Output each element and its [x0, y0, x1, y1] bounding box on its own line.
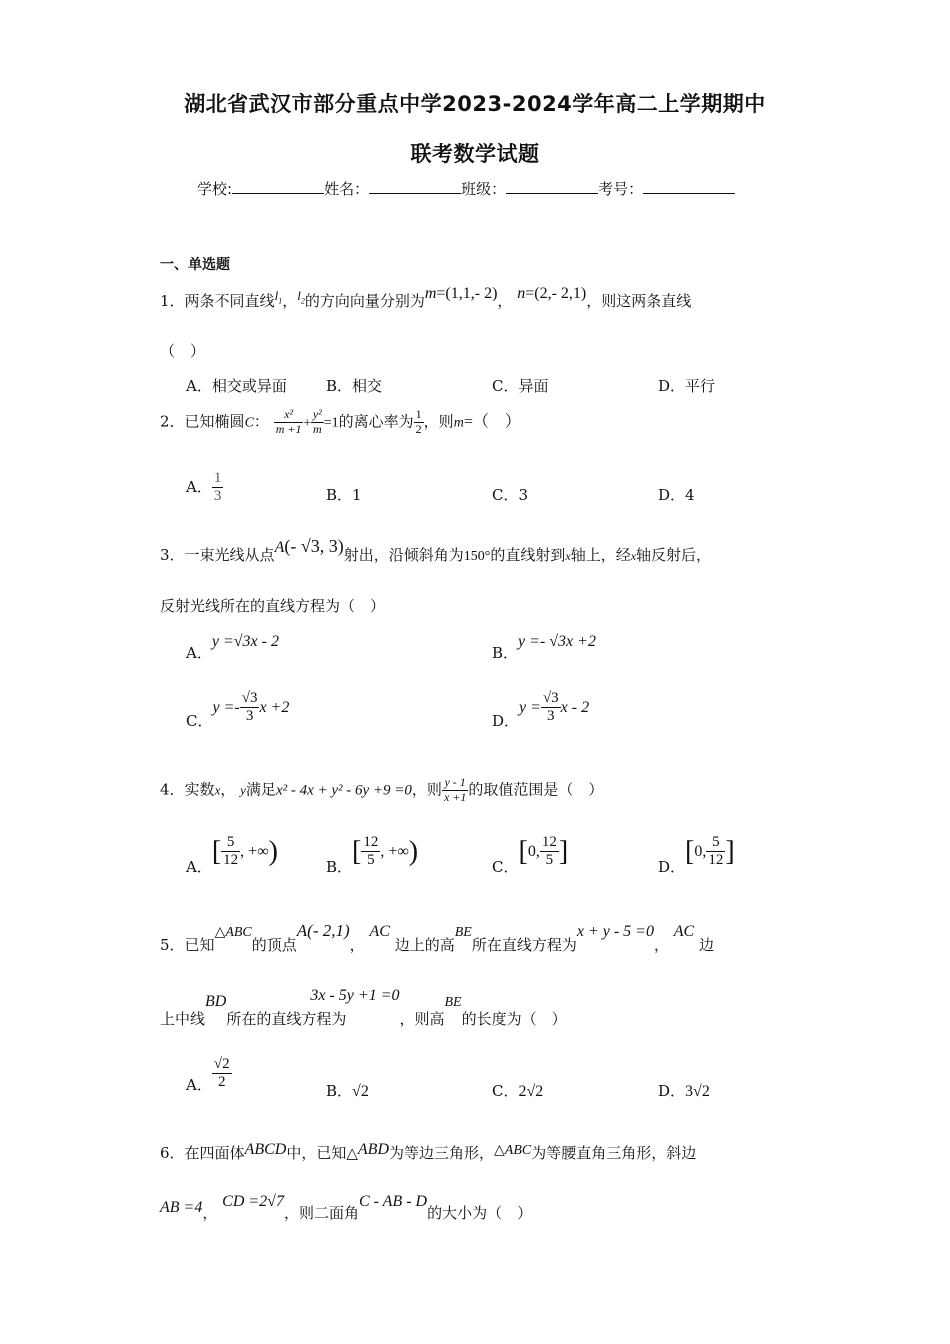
- q5-text-8: ，则高: [399, 1010, 445, 1028]
- q4-option-a[interactable]: A．[ $\frac{5}{12}$ , +∞): [186, 834, 278, 876]
- q4-option-a-label: A．: [186, 857, 212, 876]
- q4-option-a-num: 5: [221, 834, 240, 852]
- q6-number: 6．: [160, 1144, 185, 1162]
- q4-option-d-label: D．: [658, 857, 686, 876]
- q2-option-c[interactable]: C．3: [492, 486, 529, 504]
- q2-frac-x-den: m +1: [275, 421, 302, 436]
- q4-option-d-head: 0,: [694, 842, 707, 860]
- q3-option-d-post: x - 2: [560, 698, 590, 716]
- q6-text: 在四面体: [184, 1144, 245, 1162]
- q5-text-6: 上中线: [160, 1010, 206, 1028]
- q3-option-c-label: C．: [186, 711, 213, 730]
- q3-option-b-label: B．: [492, 644, 519, 662]
- q3-option-c-num: √3: [240, 690, 260, 708]
- q1-l1: l: [274, 288, 279, 303]
- q3-option-a-eq: y =√3x - 2: [211, 633, 279, 650]
- q4-x: x: [214, 782, 221, 798]
- q5-option-a-num: √2: [212, 1056, 232, 1074]
- q6-text-4: 为等腰直角三角形，斜边: [531, 1144, 697, 1162]
- q3-option-c[interactable]: [186, 690, 290, 730]
- q2-colon: ：: [253, 412, 269, 431]
- q3-x-1: x: [565, 549, 571, 563]
- q4-equation: x² - 4x + y² - 6y +9 =0: [275, 782, 412, 799]
- section-heading: 一、单选题: [160, 257, 230, 273]
- q4-option-b-num: 12: [361, 834, 380, 852]
- q6-text-3: 为等边三角形，: [389, 1144, 495, 1162]
- q3-angle: 150°: [463, 549, 491, 564]
- q5-option-a[interactable]: [186, 1056, 232, 1092]
- q6-abcd: ABCD: [244, 1141, 287, 1158]
- q3-option-d-label: D．: [492, 711, 520, 730]
- q1-l2-sub: 2: [300, 296, 305, 306]
- q6-text-5: ，则二面角: [283, 1204, 359, 1222]
- q5-option-b-label: B．: [326, 1082, 353, 1100]
- q6-text-2: 中，已知△: [286, 1144, 358, 1162]
- q1-option-b[interactable]: B．相交: [326, 377, 383, 395]
- question-1-stem: [160, 284, 691, 311]
- question-5-stem: [160, 920, 715, 954]
- q4-option-a-den: 12: [223, 852, 239, 869]
- q5-sep: ，: [349, 936, 365, 954]
- q5-option-a-den: 2: [217, 1074, 226, 1091]
- q5-text-3: 边上的高: [394, 936, 455, 954]
- q6-ab: AB =4: [160, 1199, 203, 1216]
- q6-text-6: 的大小为（ ）: [427, 1204, 533, 1222]
- q5-text-7: 所在的直线方程为: [226, 1010, 347, 1028]
- q5-option-c[interactable]: [492, 1080, 543, 1101]
- q4-option-d-num: 5: [706, 834, 725, 852]
- q5-eq-2: 3x - 5y +1 =0: [310, 987, 400, 1004]
- q5-option-b[interactable]: [326, 1080, 369, 1101]
- q3-option-a-label: A．: [186, 644, 212, 662]
- q1-sep: ，: [282, 292, 298, 310]
- q1-option-d[interactable]: D．平行: [658, 377, 716, 395]
- q2-ellipse-c: C: [244, 415, 254, 431]
- name-blank[interactable]: [369, 179, 461, 194]
- q1-text: 两条不同直线: [184, 292, 275, 310]
- q3-text: 一束光线从点: [184, 546, 275, 564]
- q4-sep: ，: [220, 780, 236, 799]
- q4-option-c[interactable]: C．[0, $\frac{12}{5}$ ]: [492, 834, 569, 876]
- q2-number: 2．: [160, 412, 185, 431]
- q2-text-4: =（ ）: [463, 413, 521, 431]
- q3-option-d[interactable]: [492, 690, 590, 730]
- q6-cd: CD =2√7: [222, 1193, 284, 1210]
- q2-half-den: 2: [415, 421, 422, 436]
- q5-option-a-label: A．: [186, 1075, 212, 1094]
- q2-option-a-den: 3: [213, 488, 222, 505]
- q4-y: y: [240, 782, 246, 798]
- q1-number: 1．: [160, 292, 185, 310]
- q5-triangle: △ABC: [214, 925, 252, 940]
- q4-text: 实数: [184, 780, 215, 799]
- q4-text-3: ，则: [411, 780, 442, 799]
- q5-option-d-label: D．: [658, 1082, 686, 1100]
- q3-x-2: x: [630, 549, 637, 563]
- q3-option-c-pre: y =-: [212, 698, 240, 716]
- title-line-2: 联考数学试题: [410, 142, 540, 166]
- q1-vector-n-value: =(2,- 2,1): [525, 285, 587, 302]
- question-3-stem: [160, 536, 711, 565]
- q2-text-3: ，则: [423, 412, 454, 431]
- q5-number: 5．: [160, 936, 185, 954]
- q4-text-2: 满足: [245, 780, 276, 799]
- q6-triangle-abc: △ABC: [494, 1143, 532, 1158]
- q5-text: 已知: [184, 936, 215, 954]
- q5-option-b-value: √2: [352, 1083, 369, 1100]
- q4-option-b-den: 5: [367, 852, 375, 869]
- q5-text-9: 的长度为（ ）: [461, 1010, 567, 1028]
- q2-option-a-num: 1: [212, 470, 224, 488]
- q2-frac-y-num: y²: [312, 407, 322, 421]
- q2-text: 已知椭圆: [184, 412, 245, 431]
- q5-option-c-label: C．: [492, 1082, 519, 1100]
- q4-option-d[interactable]: D．[0, $\frac{5}{12}$ ]: [658, 834, 735, 876]
- q1-vector-m: m: [424, 285, 437, 302]
- q4-number: 4．: [160, 780, 185, 799]
- school-label: 学校:: [197, 180, 233, 198]
- q5-bd: BD: [205, 993, 227, 1010]
- q2-eq: =1: [323, 415, 339, 431]
- q3-text-4: 轴上，经: [570, 546, 631, 564]
- q2-option-a[interactable]: [186, 470, 223, 506]
- q3-option-c-post: x +2: [259, 698, 290, 716]
- q2-half-num: 1: [415, 407, 422, 421]
- q1-l2: l: [297, 288, 301, 303]
- title-line-1: 湖北省武汉市部分重点中学2023-2024学年高二上学期期中: [184, 92, 766, 116]
- q1-l1-sub: 1: [278, 296, 283, 306]
- q5-text-5: 边: [699, 936, 715, 954]
- q5-be: BE: [454, 925, 472, 940]
- q6-sep: ，: [202, 1204, 218, 1222]
- q5-be-2: BE: [444, 995, 462, 1010]
- q4-option-d-den: 12: [708, 852, 724, 869]
- q4-text-4: 的取值范围是（ ）: [468, 780, 604, 799]
- q1-paren: （ ）: [160, 342, 206, 360]
- q4-option-c-den: 5: [545, 852, 554, 869]
- q4-option-b[interactable]: B．[ $\frac{12}{5}$ , +∞): [326, 834, 419, 876]
- q5-ac: AC: [369, 923, 390, 940]
- question-5-line-2: [160, 987, 567, 1028]
- school-blank[interactable]: [232, 179, 324, 194]
- q5-eq-1: x + y - 5 =0: [576, 923, 654, 940]
- q3-option-b[interactable]: [492, 630, 596, 662]
- q3-text-3: 的直线射到: [490, 546, 566, 564]
- q1-text-2: 的方向向量分别为: [304, 292, 425, 310]
- question-6-stem: [160, 1138, 697, 1162]
- q4-option-b-tail: , +∞: [380, 842, 409, 860]
- q5-option-c-value: 2√2: [518, 1083, 544, 1100]
- q1-text-3: ，则这两条直线: [586, 292, 692, 310]
- q3-text-5: 轴反射后，: [636, 546, 712, 564]
- q3-number: 3．: [160, 546, 185, 564]
- q1-vector-n: n: [517, 285, 526, 302]
- q1-comma: ，: [497, 292, 513, 310]
- q6-abd: ABD: [357, 1141, 389, 1158]
- class-blank[interactable]: [506, 179, 598, 194]
- q2-frac-x-num: x²: [274, 408, 304, 423]
- q3-option-d-pre: y =: [519, 698, 541, 716]
- q2-plus: +: [303, 414, 311, 430]
- q5-ac-2: AC: [673, 923, 695, 940]
- question-6-line-2: [160, 1190, 533, 1222]
- q4-option-a-tail: , +∞: [240, 842, 269, 860]
- q5-option-d[interactable]: [658, 1080, 710, 1101]
- q5-option-d-value: 3√2: [685, 1083, 710, 1100]
- q5-point-a: A(- 2,1): [296, 921, 350, 940]
- q5-text-2: 的顶点: [251, 936, 297, 954]
- q3-text-2: 射出，沿倾斜角为: [343, 546, 464, 564]
- question-2-stem: [160, 408, 521, 437]
- number-label: 考号：: [598, 180, 644, 198]
- q3-option-a[interactable]: [186, 630, 279, 662]
- q1-option-c[interactable]: C．异面: [492, 377, 549, 395]
- q2-frac-y-den: m: [312, 421, 322, 436]
- q2-option-d[interactable]: D．4: [658, 486, 695, 504]
- q4-option-b-label: B．: [326, 857, 353, 876]
- q2-m: m: [453, 415, 464, 431]
- class-label: 班级：: [461, 180, 507, 198]
- q3-option-d-den: 3: [547, 708, 555, 725]
- q6-dihedral-angle: C - AB - D: [358, 1193, 428, 1210]
- q3-option-d-num: √3: [541, 690, 561, 708]
- q3-line-2: 反射光线所在的直线方程为（ ）: [160, 597, 386, 615]
- q1-option-a[interactable]: A．相交或异面: [186, 377, 287, 395]
- q1-vector-m-value: =(1,1,- 2): [436, 285, 498, 302]
- q4-frac-num: y - 1: [442, 776, 468, 791]
- name-label: 姓名：: [324, 180, 370, 198]
- question-4-stem: [160, 776, 603, 805]
- q2-option-a-label: A．: [186, 477, 212, 496]
- q4-option-c-head: 0,: [527, 842, 540, 860]
- q3-option-b-eq: y =- √3x +2: [518, 633, 596, 650]
- q4-option-c-label: C．: [492, 857, 519, 876]
- q3-option-c-den: 3: [245, 708, 254, 725]
- q5-sep-2: ，: [653, 936, 669, 954]
- q2-text-2: 的离心率为: [338, 412, 414, 431]
- q3-point-a-value: (- √3, 3): [284, 536, 344, 556]
- q4-frac-den: x +1: [443, 789, 467, 804]
- q2-option-b[interactable]: B．1: [326, 486, 362, 504]
- q3-point-a: A: [274, 539, 285, 556]
- q5-text-4: 所在直线方程为: [471, 936, 577, 954]
- q4-option-c-num: 12: [540, 834, 559, 852]
- info-line: [197, 178, 735, 199]
- number-blank[interactable]: [643, 179, 735, 194]
